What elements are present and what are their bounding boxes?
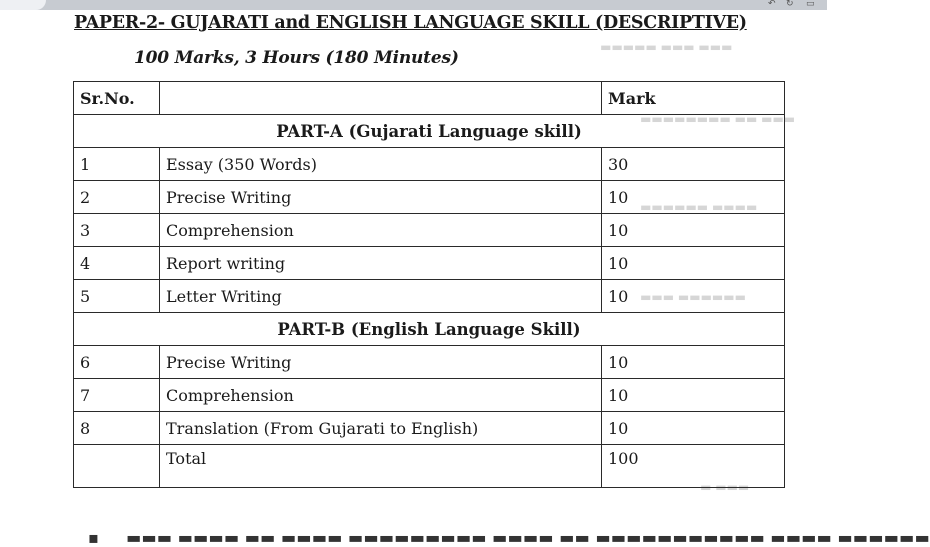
topic-cell: Precise Writing	[160, 181, 602, 214]
table-row	[74, 379, 785, 412]
topic-cell: Essay (350 Words)	[160, 148, 602, 181]
mark-cell: 10	[602, 346, 785, 379]
browser-tab[interactable]	[0, 0, 46, 10]
show-through-text: ▬▬▬▬ ▬▬▬▬▬▬	[640, 200, 758, 214]
sr-cell: 5	[74, 280, 160, 313]
table-row	[74, 214, 785, 247]
show-through-text: ▬▬▬ ▬▬▬ ▬▬▬▬▬	[600, 40, 733, 54]
topic-cell: Letter Writing	[160, 280, 602, 313]
table-row	[74, 412, 785, 445]
table-row	[74, 346, 785, 379]
cut-off-bottom-text: ▪ ▬▬▬ ▬▬▬▬ ▬▬ ▬▬▬▬ ▬▬▬▬▬▬▬▬▬ ▬▬▬▬ ▬▬ ▬▬▬▬▬▬▬▬▬▬▬ ▬▬▬▬ ▬▬▬▬▬▬	[88, 528, 930, 547]
rotate-icon[interactable]: ↻	[786, 0, 794, 9]
mark-cell: 10	[602, 181, 785, 214]
part-a-heading-row	[74, 115, 785, 148]
total-row	[74, 445, 785, 488]
sr-cell: 1	[74, 148, 160, 181]
sr-cell: 3	[74, 214, 160, 247]
marks-table	[73, 81, 785, 488]
table-row	[74, 181, 785, 214]
document-subtitle: 100 Marks, 3 Hours (180 Minutes)	[134, 48, 459, 68]
header-topic	[160, 82, 602, 115]
mark-cell: 10	[602, 280, 785, 313]
browser-top-bar	[0, 0, 827, 10]
total-label: Total	[160, 445, 602, 488]
table-row	[74, 280, 785, 313]
mark-cell: 10	[602, 379, 785, 412]
topic-cell: Comprehension	[160, 379, 602, 412]
topic-cell: Translation (From Gujarati to English)	[160, 412, 602, 445]
sr-cell: 6	[74, 346, 160, 379]
mark-cell: 10	[602, 412, 785, 445]
total-sr-cell	[74, 445, 160, 488]
table-row	[74, 148, 785, 181]
show-through-text: ▬▬▬▬▬▬ ▬▬▬	[640, 290, 746, 304]
sr-cell: 8	[74, 412, 160, 445]
part-b-heading-row	[74, 313, 785, 346]
topic-cell: Comprehension	[160, 214, 602, 247]
mark-cell: 10	[602, 214, 785, 247]
show-through-text: ▬▬▬ ▬▬ ▬▬▬▬▬▬▬▬	[640, 112, 796, 126]
total-mark: 100	[602, 445, 785, 488]
back-icon[interactable]: ↶	[768, 0, 776, 9]
sr-cell: 2	[74, 181, 160, 214]
part-a-heading: PART-A (Gujarati Language skill)	[74, 115, 785, 148]
mark-cell: 30	[602, 148, 785, 181]
header-mark: Mark	[602, 82, 785, 115]
header-sr-no: Sr.No.	[74, 82, 160, 115]
window-icon[interactable]: ▭	[806, 0, 815, 9]
topic-cell: Precise Writing	[160, 346, 602, 379]
topic-cell: Report writing	[160, 247, 602, 280]
sr-cell: 7	[74, 379, 160, 412]
mark-cell: 10	[602, 247, 785, 280]
part-b-heading: PART-B (English Language Skill)	[74, 313, 785, 346]
table-row	[74, 247, 785, 280]
document-title: PAPER-2- GUJARATI and ENGLISH LANGUAGE SKILL (DESCRIPTIVE)	[74, 13, 747, 33]
sr-cell: 4	[74, 247, 160, 280]
show-through-text: ▬▬▬ ▬	[700, 480, 750, 494]
table-header-row	[74, 82, 785, 115]
